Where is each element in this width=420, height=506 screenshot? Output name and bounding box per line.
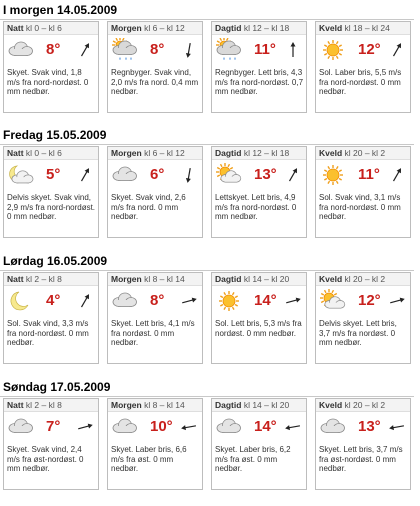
temperature: 13° [358,418,381,435]
temperature: 14° [254,292,277,309]
wind-arrow-icon [180,417,198,437]
temperature: 12° [358,292,381,309]
sun-icon [216,289,242,313]
period-header [316,399,410,412]
period-body [4,35,98,67]
period-name: Kveld [319,400,343,410]
period-name: Natt [7,148,24,158]
wind-arrow-icon [284,417,302,437]
partly-sunny-icon [216,163,242,187]
sun-icon [320,163,346,187]
wind-arrow-icon [76,40,94,60]
cloud-icon [112,415,138,439]
period-header [4,22,98,35]
wind-arrow-icon [284,165,302,185]
period-time: kl 20 – kl 2 [344,274,386,284]
moon-icon [8,289,34,313]
period-body [316,160,410,192]
period-time: kl 8 – kl 14 [144,274,185,284]
period-name: Natt [7,23,24,33]
temperature: 8° [46,41,61,58]
day-divider [0,396,414,397]
wind-arrow-icon [76,417,94,437]
period-time: kl 6 – kl 12 [144,23,185,33]
period-name: Kveld [319,23,343,33]
period-card [3,272,99,364]
period-time: kl 0 – kl 6 [25,148,62,158]
period-header [108,147,202,160]
period-description: Skyet. Laber bris, 6,6 m/s fra øst. 0 mm nedbør. [111,445,187,474]
period-card [315,272,411,364]
wind-arrow-icon [388,40,406,60]
cloud-icon [8,415,34,439]
period-description: Delvis skyet. Svak vind, 2,9 m/s fra nord-nordøst. 0 mm nedbør. [7,193,96,222]
period-description: Sol. Laber bris, 5,5 m/s fra nord-nordøst. 0 mm nedbør. [319,68,402,97]
period-body [108,160,202,192]
temperature: 13° [254,166,277,183]
period-time: kl 14 – kl 20 [243,400,290,410]
period-header [212,22,306,35]
cloud-icon [8,38,34,62]
period-name: Morgen [111,148,142,158]
period-name: Dagtid [215,23,242,33]
day-title: I morgen 14.05.2009 [3,3,118,17]
wind-arrow-icon [388,291,406,311]
period-description: Skyet. Svak vind, 2,6 m/s fra nord. 0 mm nedbør. [111,193,186,222]
period-body [212,160,306,192]
period-name: Natt [7,400,24,410]
period-header [4,399,98,412]
period-name: Kveld [319,148,343,158]
period-description: Sol. Svak vind, 3,1 m/s fra nord-nordøst. 0 mm nedbør. [319,193,401,222]
period-card [107,272,203,364]
period-time: kl 14 – kl 20 [243,274,290,284]
period-body [212,412,306,444]
period-description: Sol. Svak vind, 3,3 m/s fra nord-nordøst. 0 mm nedbør. [7,319,89,348]
wind-arrow-icon [284,40,302,60]
period-time: kl 0 – kl 6 [25,23,62,33]
period-description: Regnbyger. Svak vind, 2,0 m/s fra nord. 0,4 mm nedbør. [111,68,199,97]
period-card [315,146,411,238]
period-header [108,22,202,35]
period-card [107,21,203,113]
period-card [107,146,203,238]
period-description: Skyet. Laber bris, 6,2 m/s fra øst. 0 mm nedbør. [215,445,291,474]
period-body [108,35,202,67]
wind-arrow-icon [388,417,406,437]
day-title: Fredag 15.05.2009 [3,128,107,142]
wind-arrow-icon [76,165,94,185]
period-header [316,273,410,286]
temperature: 5° [46,166,61,183]
period-time: kl 8 – kl 14 [144,400,185,410]
cloud-icon [216,415,242,439]
temperature: 10° [150,418,173,435]
period-time: kl 18 – kl 24 [344,23,390,33]
wind-arrow-icon [76,291,94,311]
period-time: kl 12 – kl 18 [243,148,290,158]
period-header [316,22,410,35]
sun-icon [320,38,346,62]
period-body [212,35,306,67]
period-header [4,147,98,160]
day-title: Lørdag 16.05.2009 [3,254,108,268]
period-card [315,21,411,113]
period-header [108,399,202,412]
period-name: Kveld [319,274,343,284]
period-description: Lettskyet. Lett bris, 4,9 m/s fra nord-nordøst. 0 mm nedbør. [215,193,297,222]
period-body [316,286,410,318]
period-time: kl 2 – kl 8 [25,274,62,284]
period-name: Dagtid [215,274,242,284]
period-time: kl 20 – kl 2 [344,148,386,158]
period-name: Dagtid [215,400,242,410]
period-name: Morgen [111,400,142,410]
period-time: kl 2 – kl 8 [25,400,62,410]
wind-arrow-icon [180,165,198,185]
period-description: Skyet. Svak vind, 1,8 m/s fra nord-nordøst. 0 mm nedbør. [7,68,89,97]
wind-arrow-icon [180,40,198,60]
period-time: kl 6 – kl 12 [144,148,185,158]
period-description: Delvis skyet. Lett bris, 3,7 m/s fra nordøst. 0 mm nedbør. [319,319,397,348]
temperature: 8° [150,292,165,309]
period-body [316,35,410,67]
period-time: kl 20 – kl 2 [344,400,386,410]
period-card [211,398,307,490]
day-divider [0,19,414,20]
period-header [108,273,202,286]
period-name: Morgen [111,23,142,33]
temperature: 6° [150,166,165,183]
temperature: 14° [254,418,277,435]
period-name: Morgen [111,274,142,284]
period-card [315,398,411,490]
period-body [4,286,98,318]
period-header [4,273,98,286]
period-card [211,146,307,238]
wind-arrow-icon [388,165,406,185]
period-header [212,273,306,286]
period-card [211,21,307,113]
temperature: 7° [46,418,61,435]
day-divider [0,270,414,271]
period-time: kl 12 – kl 18 [243,23,290,33]
cloud-icon [112,289,138,313]
cloud-icon [320,415,346,439]
period-header [316,147,410,160]
temperature: 11° [254,41,276,58]
cloud-icon [112,163,138,187]
period-card [3,146,99,238]
period-body [4,412,98,444]
period-description: Skyet. Lett bris, 4,1 m/s fra nordøst. 0 mm nedbør. [111,319,195,348]
rain-showers-icon [216,38,242,62]
temperature: 4° [46,292,61,309]
period-body [108,412,202,444]
temperature: 12° [358,41,381,58]
period-body [4,160,98,192]
wind-arrow-icon [284,291,302,311]
period-name: Dagtid [215,148,242,158]
period-card [3,21,99,113]
wind-arrow-icon [180,291,198,311]
period-description: Sol. Lett bris, 5,3 m/s fra nordøst. 0 mm nedbør. [215,319,302,338]
temperature: 8° [150,41,165,58]
period-description: Regnbyger. Lett bris, 4,3 m/s fra nord-nordøst. 0,7 mm nedbør. [215,68,304,97]
period-card [107,398,203,490]
rain-showers-icon [112,38,138,62]
period-card [3,398,99,490]
partly-cloudy-moon-icon [8,163,34,187]
period-body [108,286,202,318]
temperature: 11° [358,166,380,183]
partly-sunny-icon [320,289,346,313]
period-body [316,412,410,444]
period-description: Skyet. Svak vind, 2,4 m/s fra øst-nordøst. 0 mm nedbør. [7,445,84,474]
period-header [212,399,306,412]
day-divider [0,144,414,145]
day-title: Søndag 17.05.2009 [3,380,111,394]
period-body [212,286,306,318]
period-description: Skyet. Lett bris, 3,7 m/s fra øst-nordøst. 0 mm nedbør. [319,445,403,474]
period-card [211,272,307,364]
period-header [212,147,306,160]
period-name: Natt [7,274,24,284]
